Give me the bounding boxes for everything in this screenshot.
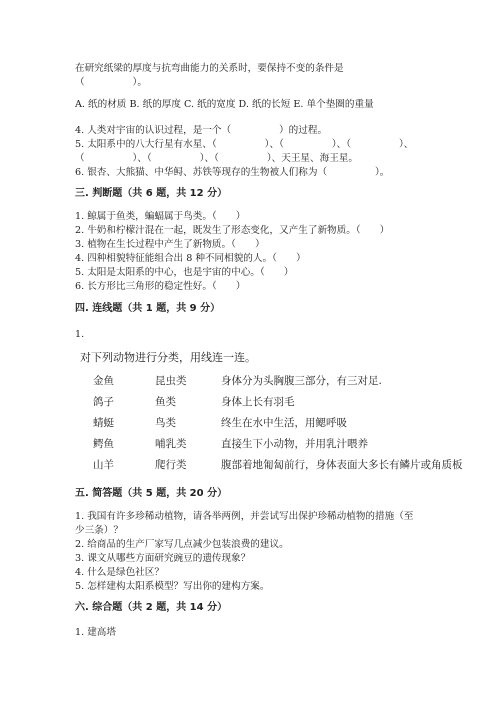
feature-label: 直接生下小动物，并用乳汁喂养 xyxy=(221,438,368,450)
short-answer-item: 3. 课文从哪些方面研究豌豆的遗传现象？ xyxy=(75,553,251,564)
short-answer-item: 少三条）？ xyxy=(75,525,123,536)
feature-label: 身体分为头胸腹三部分，有三对足. xyxy=(221,375,382,387)
feature-label: 身体上长有羽毛 xyxy=(221,396,295,408)
question-number: 1. xyxy=(75,329,85,340)
section-title-comprehensive: 六. 综合题（共 2 题，共 14 分） xyxy=(75,602,228,613)
answer-blank: （ ）。 xyxy=(75,77,147,88)
category-label: 鱼类 xyxy=(155,396,176,408)
question-options: A. 纸的材质 B. 纸的厚度 C. 纸的宽度 D. 纸的长短 E. 单个垫圈的重量 xyxy=(75,99,374,110)
fill-question: 6. 银杏、大熊猫、中华鲟、苏铁等现存的生物被人们称为（ ）。 xyxy=(75,167,390,178)
section-title-matching: 四. 连线题（共 1 题，共 9 分） xyxy=(75,303,221,314)
judgement-item: 3. 植物在生长过程中产生了新物质。（ ） xyxy=(75,239,265,250)
category-label: 昆虫类 xyxy=(155,375,187,387)
animal-label: 山羊 xyxy=(93,459,114,471)
judgement-item: 4. 四种相貌特征能组合出 8 种不同相貌的人。（ ） xyxy=(75,253,306,264)
category-label: 哺乳类 xyxy=(155,438,187,450)
fill-question: 4. 人类对宇宙的认识过程，是一个（ ）的过程。 xyxy=(75,125,328,136)
section-title-short-answer: 五. 简答题（共 5 题，共 20 分） xyxy=(75,488,228,499)
fill-question: 5. 太阳系中的八大行星有水星、（ ）、（ ）、（ ）、 xyxy=(75,139,414,150)
matching-instruction: 对下列动物进行分类，用线连一连。 xyxy=(80,351,256,364)
judgement-item: 2. 牛奶和柠檬汁混在一起，既发生了形态变化，又产生了新物质。（ ） xyxy=(75,225,390,236)
short-answer-list xyxy=(75,510,435,594)
judgement-item: 1. 鲸属于鱼类，蝙蝠属于鸟类。（ ） xyxy=(75,211,246,222)
short-answer-item: 2. 给商品的生产厂家写几点减少包装浪费的建议。 xyxy=(75,539,289,550)
feature-label: 终生在水中生活，用鳃呼吸 xyxy=(221,417,347,429)
animal-label: 蜻蜓 xyxy=(93,417,114,429)
question-text: 在研究纸梁的厚度与抗弯曲能力的关系时，要保持不变的条件是 xyxy=(75,63,344,74)
fill-question: （ ）、（ ）、（ ）、天王星、海王星。 xyxy=(75,153,358,164)
comprehensive-item: 1. 建高塔 xyxy=(75,627,116,638)
animal-label: 金鱼 xyxy=(93,375,114,387)
judgement-list xyxy=(75,210,435,294)
animal-label: 鳄鱼 xyxy=(93,438,114,450)
question-continued xyxy=(75,62,435,90)
animal-label: 鸽子 xyxy=(93,396,114,408)
category-label: 鸟类 xyxy=(155,417,176,429)
section-title-judgement: 三. 判断题（共 6 题，共 12 分） xyxy=(75,188,228,199)
judgement-item: 6. 长方形比三角形的稳定性好。（ ） xyxy=(75,281,246,292)
category-label: 爬行类 xyxy=(155,459,187,471)
feature-label: 腹部着地匍匐前行，身体表面大多长有鳞片或角质板 xyxy=(221,459,463,471)
fill-questions xyxy=(75,124,435,180)
short-answer-item: 1. 我国有许多珍稀动植物，请各举两例，并尝试写出保护珍稀动植物的措施（至 xyxy=(75,511,414,522)
short-answer-item: 5. 怎样建构太阳系模型？写出你的建构方案。 xyxy=(75,581,270,592)
judgement-item: 5. 太阳是太阳系的中心，也是宇宙的中心。（ ） xyxy=(75,267,294,278)
short-answer-item: 4. 什么是绿色社区？ xyxy=(75,567,164,578)
